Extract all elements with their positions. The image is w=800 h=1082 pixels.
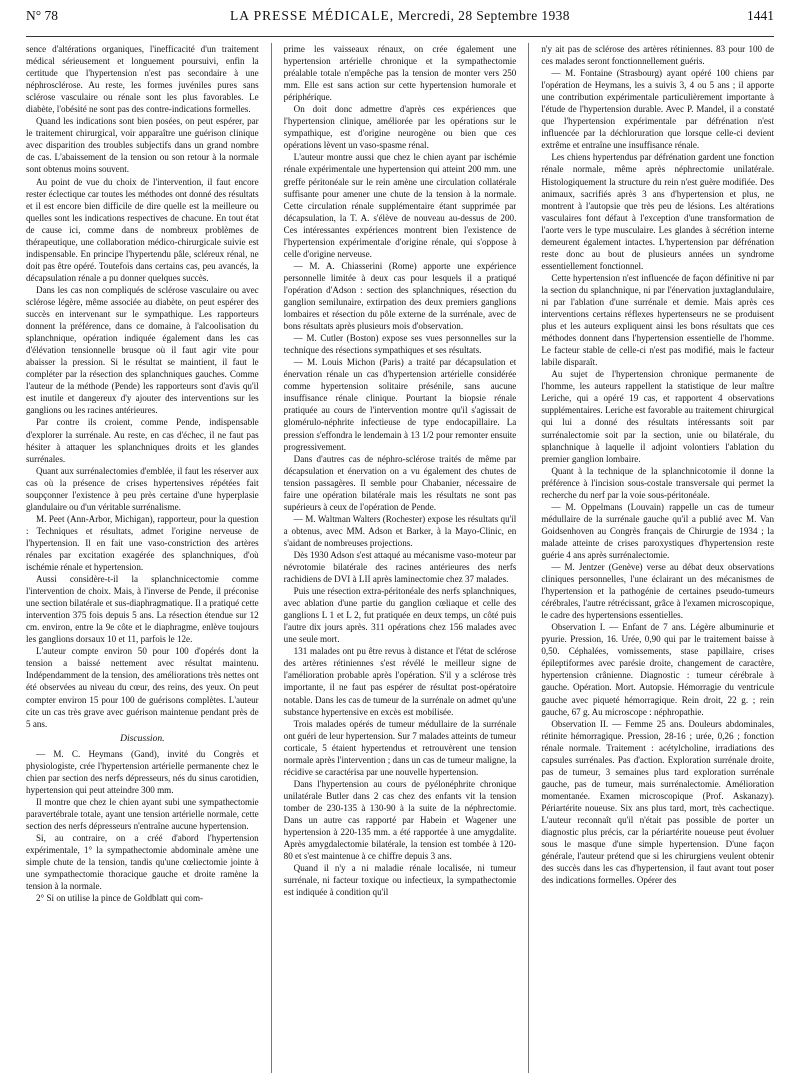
- paragraph: 2° Si on utilise la pince de Goldblatt qui com-: [36, 893, 204, 904]
- column-divider: [528, 43, 529, 1073]
- paragraph: L'auteur montre aussi que chez le chien ayant par ischémie rénale expérimentale une hypertension qui atteint 200 mm. une greffe péritonéale sur le rein amène une circulation collatérale suffisante pour amener une chute de la tension à la normale. Cette circulation rénale supplémentaire étant supprimée par décapsulation, la T. A. s'élève de nouveau au-dessus de 200. Ces intéressantes expériences montrent bien l'existence de l'hypertension expérimentale d'origine rénale, qui s'oppose à celle d'origine nerveuse.: [283, 152, 517, 259]
- paragraph: Cette hypertension n'est influencée de façon définitive ni par la section du splanchnique, ni par l'énervation juxtaglandulaire, ni par l'ablation d'une surrénale et demie. Mais après ces interventions certains réflexes hypertenseurs ne se produisent plus et les auteurs expliquent ainsi les bons résultats que ces méthodes donnent dans l'hypertension essentielle de l'homme. Le facteur stable de celle-ci n'est pas modifié, mais le facteur labile disparaît.: [541, 272, 774, 368]
- paragraph: Trois malades opérés de tumeur médullaire de la surrénale ont guéri de leur hypertension. Sur 7 malades atteints de tumeur corticale, 5 étaient hypertendus et retrouvèrent une tension normale après l'intervention ; dans un cas de tumeur maligne, la récidive se caractérisa par une nouvelle hypertension.: [283, 718, 517, 777]
- paragraph: M. Peet (Ann-Arbor, Michigan), rapporteur, pour la question : Techniques et résultats, admet l'origine nerveuse de l'hypertension. Il en fait une vaso-constriction des artères rénales par excitation exagérée des splanchniques, d'où ischémie rénale et hypertension.: [26, 513, 259, 573]
- paragraph: Dès 1930 Adson s'est attaqué au mécanisme vaso-moteur par névrotomie bilatérale des racines antérieures des nerfs rachidiens de DVI à LII après laminectomie chez 37 malades.: [283, 549, 517, 585]
- journal-title: LA PRESSE MÉDICALE,: [230, 8, 395, 23]
- paragraph: Observation I. — Enfant de 7 ans. Légère albuminurie et pyurie. Pression, 16. Urée, 0,90 qui par le traitement baisse à 0,50. Céphalées, vomissements, stase papillaire, crises épileptiformes avec parésie droite, changement de caractère, hypertension crânienne. Diagnostic : tumeur cérébrale à gauche. Opération. Mort. Autopsie. Hémorragie du ventricule gauche avec piqueté hémorragique. Rein droit, 22 g. ; rein gauche, 67 g. Au microscope : néphropathie.: [541, 622, 774, 717]
- page-header: [26, 8, 774, 36]
- paragraph: L'auteur compte environ 50 pour 100 d'opérés dont la tension a baissé nettement avec résultat maintenu. Indépendamment de la tension, des améliorations très nettes ont été observées au niveau du cœur, des reins, des yeux. On peut compter environ 15 pour 100 de guérisons complètes. L'auteur cite un cas très grave avec guérison maintenue pendant près de 5 ans.: [26, 646, 259, 729]
- paragraph: — M. Fontaine (Strasbourg) ayant opéré 100 chiens par l'opération de Heymans, les a suivis 3, 4 ou 5 ans ; il apporte une contribution expérimentale particulièrement importante à l'étude de l'hypertension durable. Avec P. Mandel, il a constaté que l'hypertension expérimentale par défrénation n'est influencée par la déchloruration que lorsque celle-ci devient extrême et entraîne une insuffisance rénale.: [541, 68, 774, 151]
- column-1: [26, 43, 259, 1073]
- text-columns: [26, 43, 774, 1073]
- issue-date: Mercredi, 28 Septembre 1938: [397, 8, 570, 23]
- paragraph: Les chiens hypertendus par défrénation gardent une fonction rénale normale, même après néphrectomie unilatérale. Histologiquement la structure du rein n'est guère modifiée. Des animaux, sacrifiés après 3 ans d'hypertension et plus, ne montrent à l'autopsie que très peu de lésions. Les altérations vasculaires font défaut à l'exception d'une transformation de l'aorte vers le type musculaire. Les glandes à sécrétion interne demeurent également intactes. L'hypertension par défrénation reste donc au bout de plusieurs années un syndrome essentiellement fonctionnel.: [541, 152, 774, 271]
- paragraph: Au point de vue du choix de l'intervention, il faut encore rester éclectique car toutes les méthodes ont donné des résultats et il est encore bien difficile de dire quelle est la meilleure ou quelles sont les indications respectives de chacune. En tout état de cause ici, comme dans de nombreux problèmes de thérapeutique, une collaboration médico-chirurgicale suivie est indispensable. En principe l'hypertendu pâle, scléreux rénal, ne doit pas être opéré. Toutefois dans certains cas, peu avancés, la décapsulation rénale a pu donner quelques succès.: [26, 176, 259, 283]
- column-3: [541, 43, 774, 1073]
- paragraph: On doit donc admettre d'après ces expériences que l'hypertension clinique, améliorée par les opérations sur le sympathique, est d'origine neurogène ou bien que ces opérations lèvent un vaso-spasme rénal.: [283, 104, 517, 151]
- paragraph: Au sujet de l'hypertension chronique permanente de l'homme, les auteurs rappellent la statistique de leur maître Leriche, qui a opéré 19 cas, et rapportent 4 observations supplémentaires. Leriche est favorable au traitement chirurgical qui lui a donné des résultats intéressants soit par surrénalectomie soit par la section, unie ou bilatérale, du splanchnique à laquelle il adjoint volontiers l'ablation du premier ganglion lombaire.: [541, 369, 774, 464]
- header-title-line: [116, 8, 684, 24]
- page-number: 1441: [747, 8, 774, 23]
- paragraph: sence d'altérations organiques, l'inefficacité d'un traitement médical sérieusement et longuement poursuivi, enfin la certitude que l'hypertension n'est pas secondaire à une néphrosclérose. Au reste, les formes juvéniles pures sans sclérose vasculaire ou rénale sont les plus favorables. Le diabète, l'obésité ne sont pas des contre-indications formelles.: [26, 44, 259, 115]
- paragraph: Si, au contraire, on a créé d'abord l'hypertension expérimentale, 1° la sympathectomie abdominale amène une simple chute de la tension, tandis qu'une cœliectomie jointe à une sympathectomie thoracique gauche et droite ramène la tension à la normale.: [26, 833, 259, 892]
- paragraph: Quand il n'y a ni maladie rénale localisée, ni tumeur surrénale, ni facteur toxique ou infectieux, la sympathectomie est indiquée à condition qu'il: [283, 863, 517, 898]
- paragraph: Dans d'autres cas de néphro-sclérose traités de même par décapsulation et énervation on a vu également des chutes de tension passagères. Il semble pour Chabanier, nécessaire de faire une opération bilatérale mais les résultats ne sont pas supérieurs à ceux de l'opération de Pende.: [283, 453, 517, 512]
- paragraph: Il montre que chez le chien ayant subi une sympathectomie paravertébrale totale, ayant une tension artérielle normale, cette section des nerfs dépresseurs n'entraîne aucune hypertension.: [26, 796, 259, 831]
- header-rule: [26, 36, 774, 37]
- paragraph: — M. Oppelmans (Louvain) rappelle un cas de tumeur médullaire de la surrénale gauche qu'il a publié avec M. Van Goidsenhoven au Congrès français de Chirurgie de 1934 ; la malade atteinte de crises paroxystiques d'hypertension reste guérie 4 ans après surrénalectomie.: [541, 501, 774, 560]
- paragraph: Puis une résection extra-péritonéale des nerfs splanchniques, avec ablation d'une partie du ganglion cœliaque et celle des ganglions L 1 et L 2, fut pratiquée en deux temps, un côté puis l'autre dix jours après. 311 opérations chez 156 malades avec une seule mort.: [283, 586, 517, 645]
- paragraph: — M. Waltman Walters (Rochester) expose les résultats qu'il a obtenus, avec MM. Adson et Barker, à la Mayo-Clinic, en s'aidant de nombreuses projections.: [283, 513, 517, 548]
- issue-number: N° 78: [26, 8, 59, 23]
- paragraph: Quant aux surrénalectomies d'emblée, il faut les réserver aux cas où la présence de crises hypertensives répétées fait soupçonner l'existence à peu près certaine d'une hyperplasie glandulaire ou d'un véritable surrénalisme.: [26, 465, 259, 512]
- paragraph: — M. Louis Michon (Paris) a traité par décapsulation et énervation rénale un cas d'hypertension artérielle considérée comme hypertension solitaire présénile, sans aucune insuffisance rénale clinique. Pourtant la biopsie rénale pratiquée au cours de l'intervention montre qu'il s'agissait de glomérulo-néphrite infectieuse de type endocapillaire. La pression s'effondra le lendemain à 13 1/2 pour remonter ensuite progressivement.: [283, 357, 517, 452]
- column-2: [284, 43, 517, 1073]
- paragraph: — M. C. Heymans (Gand), invité du Congrès et physiologiste, crée l'hypertension artérielle permanente chez le chien par section des nerfs dépresseurs, nés du sinus carotidien, hypertension qui peut atteindre 300 mm.: [26, 748, 259, 795]
- section-heading: Discussion.: [120, 732, 165, 744]
- paragraph: Aussi considère-t-il la splanchnicectomie comme l'intervention de choix. Mais, à l'inverse de Pende, il préconise une section bilatérale et sus-diaphragmatique. Il a pratiqué cette intervention 375 fois depuis 5 ans. La résection étendue sur 12 cm. environ, entre la 9e côte et le diaphragme, enlève toujours les ganglions dorsaux 10 et 11, parfois le 12e.: [26, 574, 259, 645]
- paragraph: prime les vaisseaux rénaux, on crée également une hypertension artérielle chronique et la sympathectomie préalable totale n'empêche pas la tension de monter vers 250 mm. Elle est sans action sur cette hypertension humorale et périphérique.: [283, 44, 517, 103]
- paragraph: Quand les indications sont bien posées, on peut espérer, par le traitement chirurgical, voir apparaître une guérison clinique avec disparition des troubles subjectifs dans un grand nombre de cas. L'abaissement de la tension ou son retour à la normale sont obtenus moins souvent.: [26, 116, 259, 175]
- paragraph: Quant à la technique de la splanchnicotomie il donne la préférence à l'incision sous-costale transversale qui permet la recherche du nerf par la voie sous-péritonéale.: [541, 465, 774, 500]
- paragraph: — M. Jentzer (Genève) verse au débat deux observations cliniques personnelles, l'une éclairant un des mécanismes de l'hypertension et la pathogénie de certaines pseudo-tumeurs cérébrales, l'autre rétrécissant, grâce à l'examen microscopique, le cadre des hypertensions essentielles.: [541, 562, 774, 621]
- column-divider: [271, 43, 272, 1073]
- paragraph: Par contre ils croient, comme Pende, indispensable d'explorer la surrénale. Au reste, en cas d'échec, il ne faut pas hésiter à attaquer les splanchniques droits et les glandes surrénales.: [26, 417, 259, 464]
- paragraph: n'y ait pas de sclérose des artères rétiniennes. 83 pour 100 de ces malades seront fonctionnellement guéris.: [541, 44, 774, 67]
- paragraph: — M. Cutler (Boston) expose ses vues personnelles sur la technique des résections sympathiques et ses résultats.: [283, 333, 517, 356]
- paragraph: Observation II. — Femme 25 ans. Douleurs abdominales, rétinite hémorragique. Pression, 28-16 ; urée, 0,26 ; fonction rénale normale. Traitement : acétylcholine, irradiations des capsules surrénales. Pas d'action. Exploration surrénale droite, pas de tumeur, 3 semaines plus tard exploration surrénale gauche, pas de tumeur, mais surrénalectomie. Amélioration momentanée. Examen microscopique (Prof. Askanazy). Périartérite noueuse. Six ans plus tard, mort, très cachectique. L'auteur reconnaît qu'il n'était pas possible de porter un diagnostic plus précis, car la périartérite noueuse peut évoluer sous le masque d'une simple hypertension. D'une façon générale, l'auteur prétend que si les chirurgiens veulent obtenir des succès dans les cas d'hypertension, il faut avant tout poser des indications formelles. Opérer des: [541, 718, 774, 886]
- paragraph: 131 malades ont pu être revus à distance et l'état de sclérose des artères rétiniennes s'est révélé le meilleur signe de l'amélioration probable après l'opération. S'il y a sclérose très importante, il ne faut pas espérer de résultat post-opératoire notable. Dans les cas de tumeur de la surrénale on admet qu'une substance hypertensive en excès est mobilisée.: [283, 646, 517, 717]
- paragraph: — M. A. Chiasserini (Rome) apporte une expérience personnelle limitée à deux cas pour lesquels il a pratiqué l'opération d'Adson : section des splanchniques, résection du ganglion semilunaire, extirpation des deux premiers ganglions lombaires et résection du pôle externe de la surrénale, avec de bons résultats après plusieurs mois d'observation.: [283, 260, 517, 332]
- paragraph: Dans l'hypertension au cours de pyélonéphrite chronique unilatérale Butler dans 2 cas chez des enfants vit la tension tomber de 230-135 à 130-90 à la suite de la néphrectomie. Dans un autre cas rapporté par Habein et Wagener une hypertension à 220-135 mm. a été rapportée à une amygdalite. Après amygdalectomie bilatérale, la tension est tombée à 120-80 et s'est maintenue à ce chiffre depuis 3 ans.: [283, 778, 517, 862]
- paragraph: Dans les cas non compliqués de sclérose vasculaire ou avec sclérose légère, même associée au diabète, on peut espérer des succès en intervenant sur le sympathique. Les rapporteurs donnent la préférence, dans ce domaine, à l'alcoolisation du splanchnique, opération indiquée également dans les cas d'élévation tensionnelle brusque où il faut agir vite pour abaisser la pression. Si le résultat se maintient, il faut le compléter par la résection des splanchniques gauches. Comme l'auteur de la méthode (Pende) les rapporteurs sont d'avis qu'il est inutile et dangereux d'y ajouter des interventions sur les ganglions ou les racines antérieures.: [26, 284, 259, 416]
